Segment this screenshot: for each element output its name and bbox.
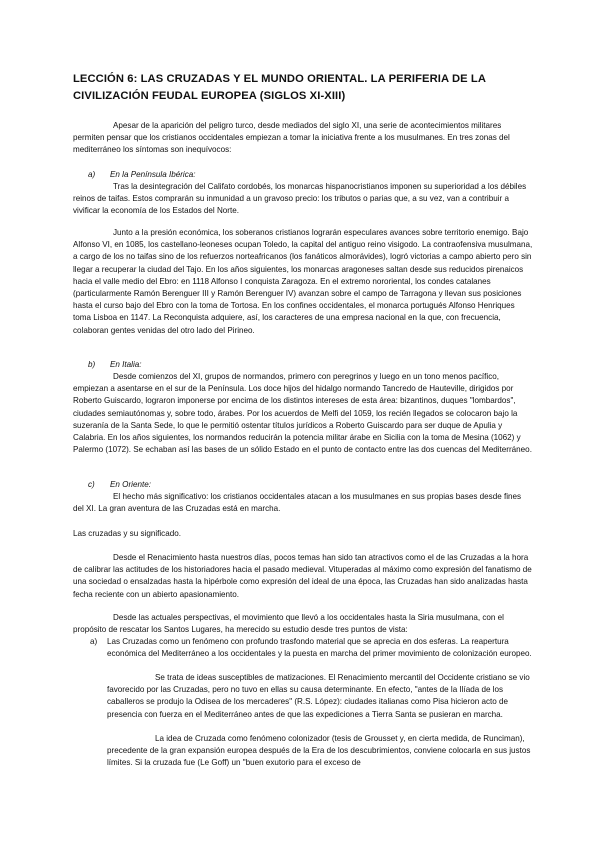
cruzadas-heading: Las cruzadas y su significado. xyxy=(73,529,181,538)
cruzadas-paragraph-2: Desde las actuales perspectivas, el movimiento que llevó a los occidentales hasta la Siria musulmana, con el propósito de rescatar los Santos Lugares, ha merecido su estudio desde tres puntos de vista: xyxy=(73,613,504,635)
section-b-title: En Italia: xyxy=(110,360,142,369)
section-c-heading xyxy=(88,479,151,491)
section-a-marker: a) xyxy=(88,170,96,179)
section-b-heading xyxy=(88,359,142,371)
page-title: LECCIÓN 6: LAS CRUZADAS Y EL MUNDO ORIENTAL. LA PERIFERIA DE LA CIVILIZACIÓN FEUDAL EUROPEA (SIGLOS XI-XIII) xyxy=(73,73,486,102)
section-b-marker: b) xyxy=(88,360,96,369)
list-a-marker: a) xyxy=(90,637,98,646)
section-a-paragraph-1: Tras la desintegración del Califato cordobés, los monarcas hispanocristianos imponen su superioridad a los débiles reinos de taifas. Estos comprarán su inmunidad a un gravoso precio: los tributos o parias que, a su vez, van a contribuir a vivificar la economía de los Estados del Norte. xyxy=(73,182,527,216)
section-c-marker: c) xyxy=(88,480,95,489)
list-a-paragraph-2: Se trata de ideas susceptibles de matizaciones. El Renacimiento mercantil del Occidente cristiano se vio favorecido por las Cruzadas, pero no tuvo en ellas su causa determinante. En efecto, "antes de la Ilíada de los caballeros se produjo la Odisea de los mercaderes" (R.S. López): ciudades italianas como Pisa hicieron acto de presencia con fuerza en el Mediterráneo antes de que las expediciones a Tierra Santa se pusieran en marcha. xyxy=(107,673,530,719)
section-a-title: En la Península Ibérica: xyxy=(110,170,196,179)
cruzadas-paragraph-1: Desde el Renacimiento hasta nuestros días, pocos temas han sido tan atractivos como el de las Cruzadas a la hora de calibrar las actitudes de los historiadores hacia el pasado medieval. Vituperadas al máximo como expresión del fanatismo de una sociedad o ensalzadas hasta la hipérbole como expresión del ideal de una época, las Cruzadas han sido analizadas hasta fecha reciente con un abierto apasionamiento. xyxy=(73,553,532,599)
intro-paragraph: Apesar de la aparición del peligro turco, desde mediados del siglo XI, una serie de acontecimientos militares permiten pensar que los cristianos occidentales empiezan a tomar la iniciativa frente a los musulmanes. En tres zonas del mediterráneo los síntomas son inequívocos: xyxy=(73,121,510,155)
list-a-paragraph-1: Las Cruzadas como un fenómeno con profundo trasfondo material que se aprecia en dos esferas. La reapertura económica del Mediterráneo a los occidentales y la puesta en marcha del primer movimiento de colonización europeo. xyxy=(107,637,532,659)
section-a-paragraph-2: Junto a la presión económica, los soberanos cristianos lograrán especulares avances sobre territorio enemigo. Bajo Alfonso VI, en 1085, los castellano-leoneses ocupan Toledo, la capital del antiguo reino visigodo. La contraofensiva musulmana, a cargo de los no taifas sino de los refuerzos norteafricanos (los fanáticos almorávides), logró victorias a campo abierto pero sin llegar a recuperar la ciudad del Tajo. En los años siguientes, los monarcas aragoneses saltan desde sus reducidos pirenaicos hacia el valle medio del Ebro: en 1118 Alfonso I conquista Zaragoza. En el extremo nororiental, los condes catalanes (particularmente Ramón Berenguer III y Ramón Berenguer IV) avanzan sobre el campo de Tarragona y llevan sus posiciones hasta el curso bajo del Ebro con la toma de Tortosa. En los confines occidentales, el monarca portugués Alfonso Henriques toma Lisboa en 1147. La Reconquista adquiere, así, los caracteres de una empresa nacional en la que, con frecuencia, colaboran gentes venidas del otro lado del Pirineo. xyxy=(73,228,533,335)
section-a-heading xyxy=(88,169,196,181)
section-c-paragraph-1: El hecho más significativo: los cristianos occidentales atacan a los musulmanes en sus propias bases desde fines del XI. La gran aventura de las Cruzadas está en marcha. xyxy=(73,492,522,514)
section-b-paragraph-1: Desde comienzos del XI, grupos de normandos, primero con peregrinos y luego en un tono menos pacífico, empiezan a asentarse en el sur de la Península. Los doce hijos del hidalgo normando Tancredo de Hauteville, dirigidos por Roberto Guiscardo, lograron imponerse por encima de los distintos intereses de esta área: bizantinos, duques "lombardos", ciudades semiautónomas y, sobre todo, árabes. Por los acuerdos de Melfi del 1059, los recién llegados se colocaron bajo la suzeranía de la Santa Sede, lo que le permitió ostentar títulos jurídicos a Roberto Guiscardo para ser duque de Apulia y Calabria. En los años siguientes, los normandos reducirán la potencia militar árabe en Sicilia con la toma de Mesina (1062) y Palermo (1072). Se echaban así las bases de un sólido Estado en el punto de contacto entre las dos cuencas del Mediterráneo. xyxy=(73,372,532,455)
list-a-paragraph-3: La idea de Cruzada como fenómeno colonizador (tesis de Grousset y, en cierta medida, de Runciman), precedente de la gran expansión europea después de la Era de los descubrimientos, conviene colocarla en sus justos límites. Si la cruzada fue (Le Goff) un "buen exutorio para el exceso de xyxy=(107,734,531,768)
section-c-title: En Oriente: xyxy=(110,480,151,489)
